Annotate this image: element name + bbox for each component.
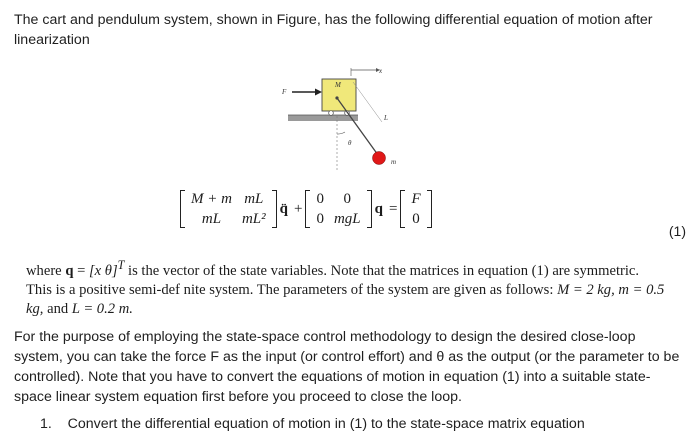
- mass-matrix-cell: M + m: [191, 191, 232, 207]
- label-x: x: [379, 67, 383, 75]
- list-item-number: 1.: [40, 416, 52, 432]
- mass-matrix-cell: mL: [201, 211, 222, 227]
- q-symbol: q: [374, 200, 383, 217]
- ground-hatch: [288, 115, 358, 121]
- label-F: F: [282, 88, 287, 96]
- plus-sign: +: [293, 200, 303, 217]
- mass-matrix-cell: mL: [244, 191, 264, 207]
- list-item-text: Convert the differential equation of motion in (1) to the state-space matrix equation: [67, 416, 585, 432]
- list-item: [40, 414, 680, 434]
- cart-wheel: [329, 111, 334, 116]
- control-paragraph: For the purpose of employing the state-space control methodology to design the desired close-loop system, you can take the force F as the input (or control effort) and θ as the output (or the parameter to be controlled). Note that you have to convert the equations of motion in equation (1) into a suitable state-space linear system equation first before you proceed to close the loop.: [14, 329, 680, 405]
- mass-matrix: [180, 189, 277, 229]
- theta-arc: [337, 132, 345, 134]
- para1-length: L = 0.2 m.: [71, 300, 133, 317]
- force-vector: [400, 189, 431, 229]
- stiffness-matrix-cell: 0: [343, 191, 352, 207]
- force-vector-cell: F: [411, 191, 421, 207]
- qddot-symbol: q̈: [279, 200, 288, 217]
- para1-transpose: T: [117, 258, 125, 272]
- cart-pendulum-figure: [270, 62, 420, 170]
- para1-eq: =: [73, 262, 89, 279]
- label-M: M: [335, 81, 341, 89]
- intro-paragraph: The cart and pendulum system, shown in Figure, has the following differential equation of motion after linearization: [14, 12, 653, 48]
- para1-state-vector: [x θ]: [88, 262, 118, 279]
- para1-body: is the vector of the state variables. Note that the matrices in equation (1) are symmetric. This is a positive semi-def nite system. The parameters of the system are given as follows:: [26, 262, 640, 298]
- stiffness-matrix-cell: 0: [316, 191, 324, 207]
- state-variables-paragraph: [26, 256, 666, 319]
- para1-where: where: [26, 262, 62, 279]
- stiffness-matrix: [305, 189, 371, 229]
- equation-of-motion: [180, 186, 432, 232]
- equation-number: (1): [668, 223, 686, 239]
- stiffness-matrix-cell: mgL: [333, 211, 361, 227]
- stiffness-matrix-cell: 0: [316, 211, 324, 227]
- label-L: L: [384, 114, 388, 122]
- pendulum-rod: [337, 98, 378, 155]
- mass-matrix-cell: mL²: [241, 211, 266, 227]
- force-vector-cell: 0: [412, 211, 420, 227]
- para1-and: and: [43, 300, 72, 317]
- pendulum-bob: [373, 152, 386, 165]
- label-m: m: [391, 158, 397, 166]
- para1-params: M = 2 kg, m = 0.5 kg,: [26, 281, 665, 317]
- para1-q: q: [65, 262, 74, 279]
- equals-sign: =: [388, 200, 398, 217]
- label-theta: θ: [348, 139, 352, 147]
